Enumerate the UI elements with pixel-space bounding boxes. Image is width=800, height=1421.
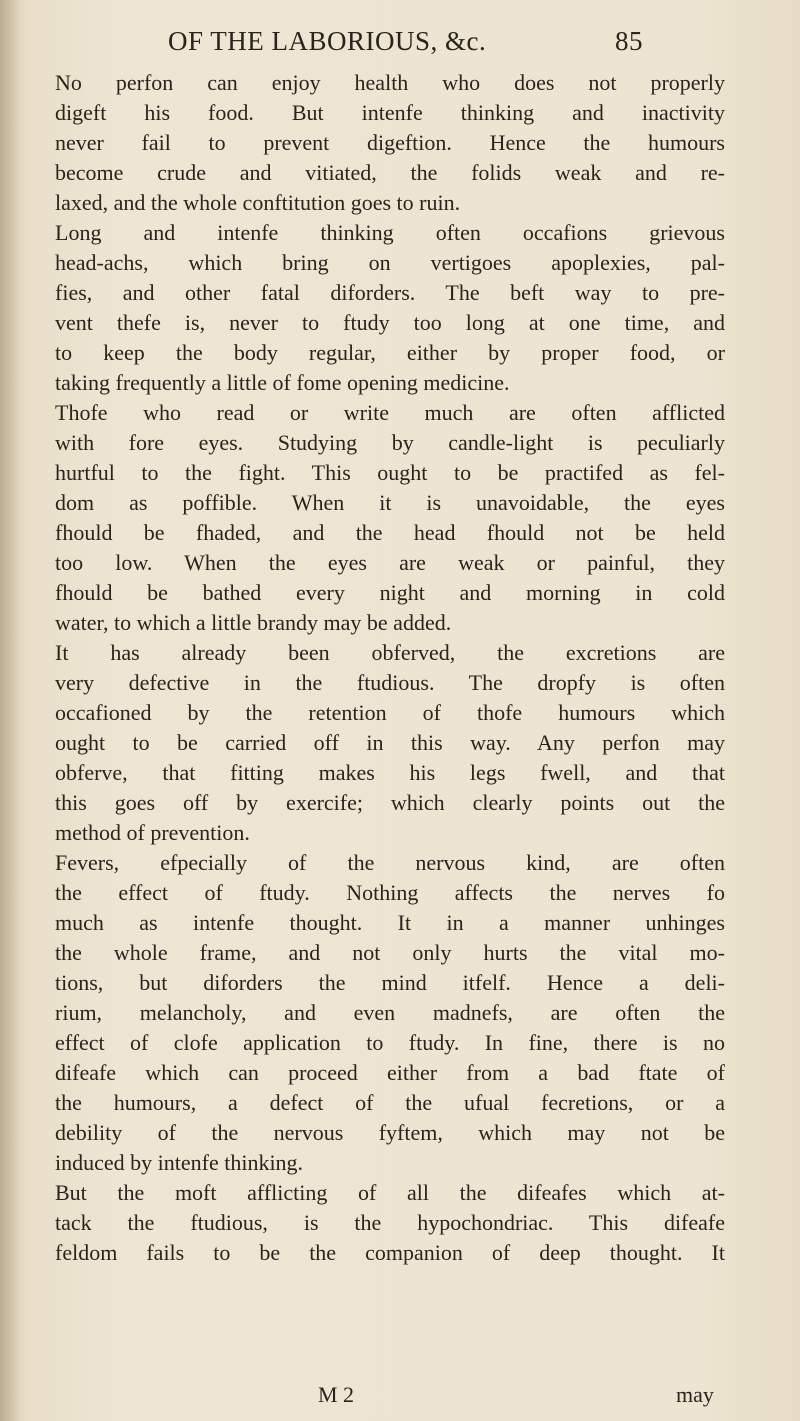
text-line: fhould be fhaded, and the head fhould not be held — [55, 520, 725, 545]
text-line: No perfon can enjoy health who does not properly — [55, 70, 725, 95]
running-head: OF THE LABORIOUS, &c. — [168, 26, 487, 56]
text-line: laxed, and the whole conftitution goes to ruin. — [55, 190, 461, 215]
text-line: Long and intenfe thinking often occafions grievous — [55, 220, 725, 245]
text-line: much as intenfe thought. It in a manner unhinges — [55, 910, 725, 935]
text-line: occafioned by the retention of thofe humours which — [55, 700, 725, 725]
text-line: difeafe which can proceed either from a bad ftate of — [55, 1060, 725, 1085]
page-header — [168, 26, 643, 66]
text-line: never fail to prevent digeftion. Hence the humours — [55, 130, 725, 155]
spine-shadow — [0, 0, 22, 1421]
catchword: may — [676, 1382, 714, 1407]
text-line: induced by intenfe thinking. — [55, 1150, 304, 1175]
text-line: It has already been obferved, the excretions are — [55, 640, 725, 665]
text-line: the humours, a defect of the ufual fecretions, or a — [55, 1090, 725, 1115]
text-line: obferve, that fitting makes his legs fwell, and that — [55, 760, 725, 785]
text-line: the effect of ftudy. Nothing affects the nerves fo — [55, 880, 725, 905]
text-line: digeft his food. But intenfe thinking and inactivity — [55, 100, 725, 125]
text-line: Thofe who read or write much are often afflicted — [55, 400, 725, 425]
signature-mark: M 2 — [318, 1382, 355, 1407]
text-line: vent thefe is, never to ftudy too long at one time, and — [55, 310, 725, 335]
text-line: water, to which a little brandy may be added. — [55, 610, 452, 635]
text-line: fhould be bathed every night and morning in cold — [55, 580, 725, 605]
text-line: the whole frame, and not only hurts the vital mo- — [55, 940, 725, 965]
text-line: method of prevention. — [55, 820, 250, 845]
text-line: with fore eyes. Studying by candle-light is peculiarly — [55, 430, 725, 455]
text-line: taking frequently a little of fome opening medicine. — [55, 370, 510, 395]
text-line: head-achs, which bring on vertigoes apoplexies, pal- — [55, 250, 725, 275]
text-line: feldom fails to be the companion of deep thought. It — [55, 1240, 725, 1265]
text-line: to keep the body regular, either by proper food, or — [55, 340, 725, 365]
text-line: this goes off by exercife; which clearly points out the — [55, 790, 725, 815]
text-line: become crude and vitiated, the folids weak and re- — [55, 160, 725, 185]
page-footer — [0, 1382, 800, 1412]
text-line: too low. When the eyes are weak or painful, they — [55, 550, 725, 575]
text-line: ought to be carried off in this way. Any perfon may — [55, 730, 725, 755]
text-line: Fevers, efpecially of the nervous kind, are often — [55, 850, 725, 875]
text-line: very defective in the ftudious. The dropfy is often — [55, 670, 725, 695]
text-line: dom as poffible. When it is unavoidable, the eyes — [55, 490, 725, 515]
text-line: tions, but diforders the mind itfelf. Hence a deli- — [55, 970, 725, 995]
body-text — [55, 68, 725, 1268]
text-line: debility of the nervous fyftem, which may not be — [55, 1120, 725, 1145]
text-line: But the moft afflicting of all the difeafes which at- — [55, 1180, 725, 1205]
text-line: hurtful to the fight. This ought to be practifed as fel- — [55, 460, 725, 485]
page-number: 85 — [615, 26, 643, 56]
text-line: tack the ftudious, is the hypochondriac. This difeafe — [55, 1210, 725, 1235]
text-line: effect of clofe application to ftudy. In fine, there is no — [55, 1030, 725, 1055]
text-line: rium, melancholy, and even madnefs, are often the — [55, 1000, 725, 1025]
text-line: fies, and other fatal diforders. The beft way to pre- — [55, 280, 725, 305]
